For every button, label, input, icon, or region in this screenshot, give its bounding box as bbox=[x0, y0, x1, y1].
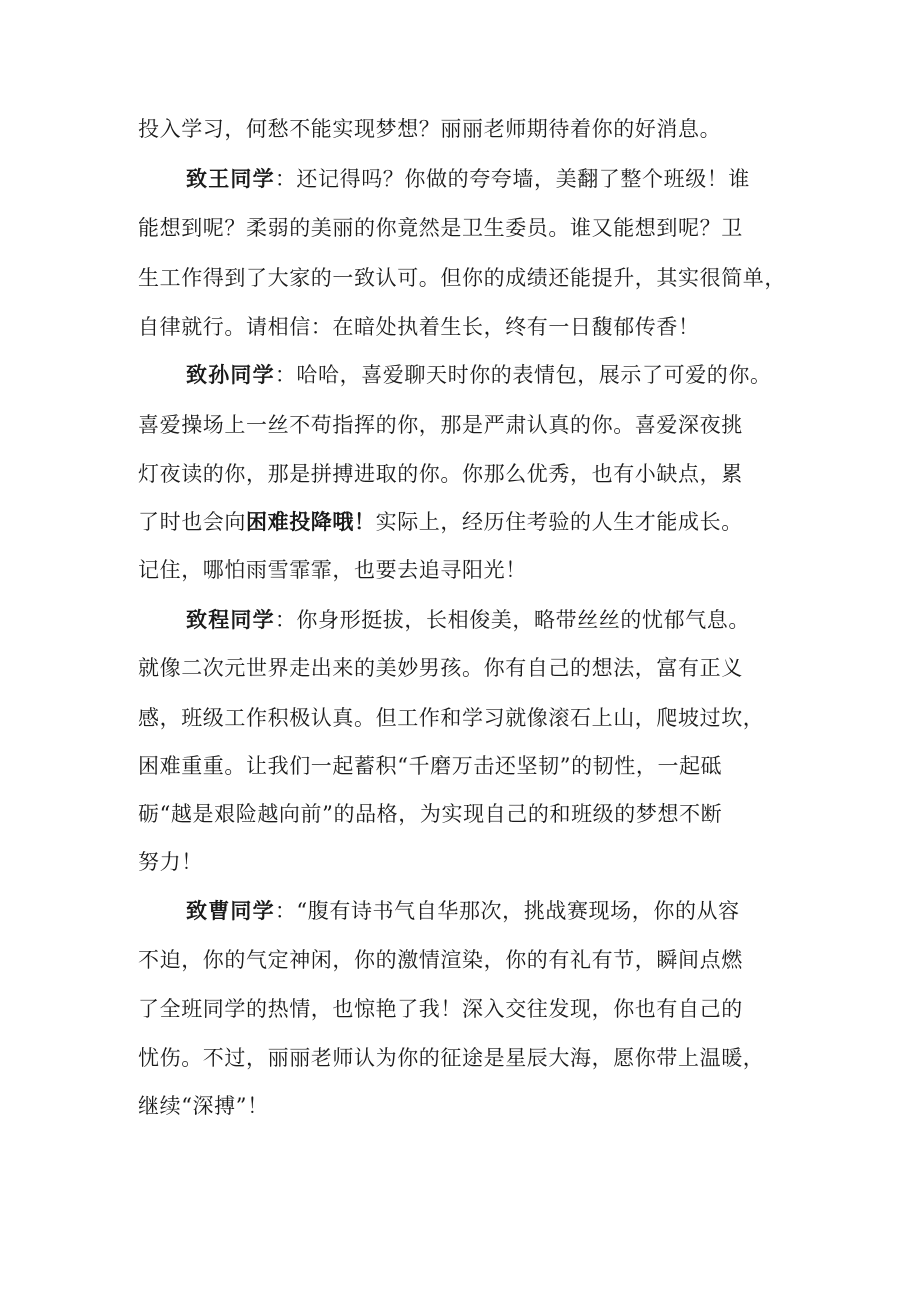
text: ：你身形挺拔，长相俊美，略带丝丝的忧郁气息。 bbox=[274, 608, 751, 632]
text: 不迫，你的气定神闲，你的激情渲染，你的有礼有节，瞬间点燃 bbox=[138, 948, 743, 972]
paragraph-line bbox=[138, 410, 743, 440]
paragraph-line bbox=[138, 459, 743, 489]
paragraph-line bbox=[138, 114, 721, 144]
text: ：还记得吗？你做的夸夸墙，美翻了整个班级！谁 bbox=[274, 167, 751, 191]
paragraph-line bbox=[186, 164, 750, 194]
text: ：“腹有诗书气自华那次，挑战赛现场，你的从容 bbox=[274, 899, 740, 923]
salutation: 致程同学 bbox=[186, 607, 275, 632]
text: 感，班级工作积极认真。但工作和学习就像滚石上山，爬坡过坎， bbox=[138, 706, 765, 730]
paragraph-line bbox=[138, 994, 743, 1024]
text: 灯夜读的你，那是拼搏进取的你。你那么优秀，也有小缺点，累 bbox=[138, 462, 743, 486]
salutation: 致曹同学 bbox=[186, 898, 275, 923]
salutation: 致王同学 bbox=[186, 166, 275, 191]
paragraph-line bbox=[138, 751, 722, 781]
text: 砺“越是艰险越向前”的品格，为实现自己的和班级的梦想不断 bbox=[138, 802, 723, 826]
paragraph-line bbox=[138, 1043, 764, 1073]
paragraph-line bbox=[138, 703, 764, 733]
paragraph-line bbox=[138, 799, 722, 829]
text: 能想到呢？柔弱的美丽的你竟然是卫生委员。谁又能想到呢？卫 bbox=[138, 216, 743, 240]
text: 生工作得到了大家的一致认可。但你的成绩还能提升，其实很简单， bbox=[138, 266, 786, 290]
text: 投入学习，何愁不能实现梦想？丽丽老师期待着你的好消息。 bbox=[138, 117, 722, 141]
text: 喜爱操场上一丝不苟指挥的你，那是严肃认真的你。喜爱深夜挑 bbox=[138, 413, 743, 437]
text: 记住，哪怕雨雪霏霏，也要去追寻阳光！ bbox=[138, 558, 527, 582]
paragraph-line bbox=[138, 312, 700, 342]
paragraph-line bbox=[138, 507, 743, 537]
paragraph-line bbox=[138, 945, 743, 975]
paragraph-line bbox=[138, 847, 203, 877]
paragraph-line bbox=[138, 1091, 269, 1121]
text: 了时也会向 bbox=[138, 510, 246, 534]
text: 忧伤。不过，丽丽老师认为你的征途是星辰大海，愿你带上温暖， bbox=[138, 1046, 765, 1070]
paragraph-line bbox=[138, 653, 743, 683]
text: 实际上，经历住考验的人生才能成长。 bbox=[375, 510, 743, 534]
paragraph-line bbox=[138, 555, 527, 585]
text: 自律就行。请相信：在暗处执着生长，终有一日馥郁传香！ bbox=[138, 315, 700, 339]
paragraph-line bbox=[138, 263, 786, 293]
paragraph-line bbox=[186, 605, 750, 635]
emphasis-text: 困难投降哦！ bbox=[246, 509, 376, 534]
paragraph-line bbox=[186, 360, 772, 390]
text: 就像二次元世界走出来的美妙男孩。你有自己的想法，富有正义 bbox=[138, 656, 743, 680]
salutation: 致孙同学 bbox=[186, 362, 275, 387]
text: 困难重重。让我们一起蓄积“千磨万击还坚韧”的韧性，一起砥 bbox=[138, 754, 723, 778]
text: 继续“深搏”！ bbox=[138, 1094, 269, 1118]
text: ：哈哈，喜爱聊天时你的表情包，展示了可爱的你。 bbox=[274, 363, 772, 387]
text: 努力！ bbox=[138, 850, 203, 874]
paragraph-line bbox=[138, 213, 743, 243]
text: 了全班同学的热情，也惊艳了我！深入交往发现，你也有自己的 bbox=[138, 997, 743, 1021]
paragraph-line bbox=[186, 896, 740, 926]
